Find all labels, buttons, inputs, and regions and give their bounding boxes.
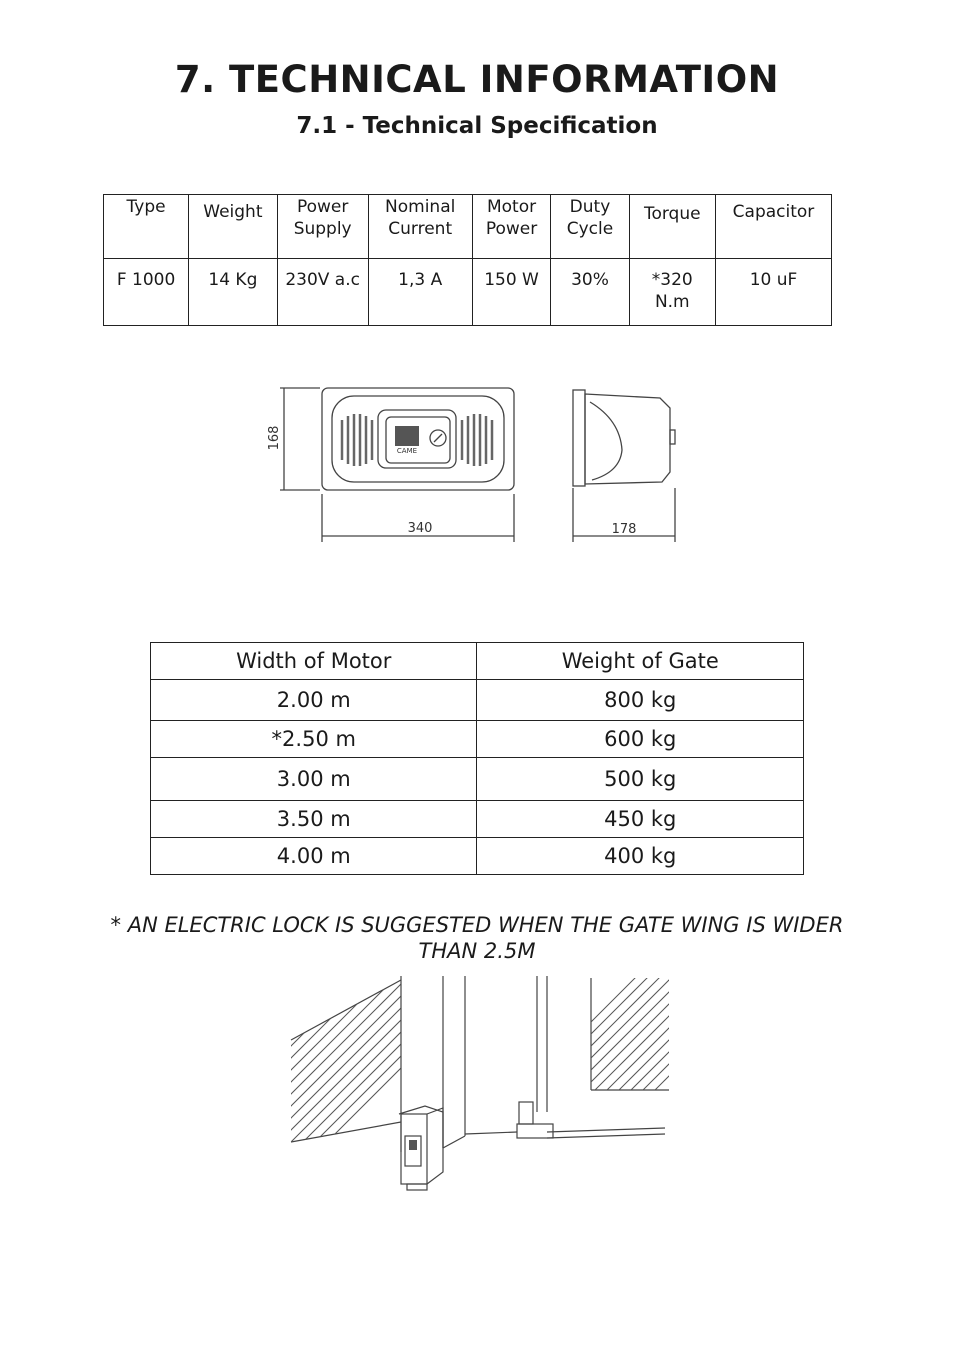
spec-header-text: Current: [388, 219, 453, 239]
spec-header-text: Torque: [643, 204, 701, 224]
table-row: [151, 721, 804, 758]
gate-weight-cell: 450 kg: [477, 801, 804, 838]
section-subtitle: 7.1 - Technical Specification: [296, 113, 658, 139]
gate-weight-table: [150, 642, 804, 875]
dim-width-label: 340: [407, 521, 433, 536]
gate-width-cell: 4.00 m: [151, 838, 477, 875]
spec-value-cell: [368, 259, 472, 326]
gate-weight-cell: 600 kg: [477, 721, 804, 758]
spec-header-text: Capacitor: [732, 202, 815, 222]
gate-weight-cell: 400 kg: [477, 838, 804, 875]
dim-depth-label: 178: [611, 522, 637, 537]
gate-weight-cell: 800 kg: [477, 680, 804, 721]
dim-height-label: 168: [267, 425, 282, 451]
spec-header-text: Power: [485, 219, 538, 239]
drawing-brand-label: CAME: [396, 447, 418, 455]
table-row: [151, 838, 804, 875]
spec-value-text: 150 W: [484, 270, 539, 290]
spec-header-cell: [368, 195, 472, 259]
electric-lock-note: [60, 912, 894, 964]
gate-table-header-cell: Weight of Gate: [477, 643, 804, 680]
spec-value-text: N.m: [654, 292, 690, 312]
spec-value-text: 14 Kg: [208, 270, 258, 290]
gate-width-cell: *2.50 m: [151, 721, 477, 758]
spec-header-row: [104, 195, 832, 259]
spec-value-cell: [277, 259, 368, 326]
spec-header-cell: [472, 195, 551, 259]
spec-header-cell: [277, 195, 368, 259]
spec-header-cell: [551, 195, 629, 259]
gate-table-header-cell: Width of Motor: [151, 643, 477, 680]
spec-value-text: 30%: [571, 270, 609, 290]
spec-value-text: 10 uF: [749, 270, 798, 290]
spec-header-text: Type: [126, 197, 166, 217]
came-logo-icon: [395, 426, 419, 446]
spec-table: [103, 194, 832, 326]
spec-header-text: Supply: [293, 219, 352, 239]
spec-header-cell: [629, 195, 715, 259]
spec-value-cell: [189, 259, 277, 326]
came-logo-icon: [409, 1140, 417, 1150]
spec-header-text: Weight: [203, 202, 263, 222]
spec-header-text: Power: [296, 197, 349, 217]
spec-header-text: Nominal: [385, 197, 456, 217]
gate-weight-cell: 500 kg: [477, 758, 804, 801]
spec-header-text: Duty: [569, 197, 611, 217]
spec-header-cell: [189, 195, 277, 259]
spec-value-text: 230V a.c: [285, 270, 360, 290]
motor-dimension-drawing: [260, 380, 700, 550]
note-line: * AN ELECTRIC LOCK IS SUGGESTED WHEN THE GATE WING IS WIDER: [110, 913, 844, 937]
table-row: [151, 758, 804, 801]
spec-value-cell: [472, 259, 551, 326]
spec-value-text: *320: [651, 270, 693, 290]
gate-table-header-row: [151, 643, 804, 680]
spec-header-text: Cycle: [566, 219, 614, 239]
gate-width-cell: 2.00 m: [151, 680, 477, 721]
spec-value-text: 1,3 A: [398, 270, 443, 290]
page-title: 7. TECHNICAL INFORMATION: [174, 58, 780, 101]
spec-value-cell: [551, 259, 629, 326]
spec-value-cell: [104, 259, 189, 326]
table-row: [151, 680, 804, 721]
installation-illustration: [285, 972, 675, 1192]
spec-value-row: [104, 259, 832, 326]
spec-header-text: Motor: [486, 197, 537, 217]
spec-value-text: F 1000: [116, 270, 176, 290]
gate-width-cell: 3.00 m: [151, 758, 477, 801]
spec-value-cell: [629, 259, 715, 326]
note-line: THAN 2.5M: [418, 939, 536, 963]
spec-header-cell: [104, 195, 189, 259]
table-row: [151, 801, 804, 838]
spec-header-cell: [715, 195, 831, 259]
spec-value-cell: [715, 259, 831, 326]
gate-width-cell: 3.50 m: [151, 801, 477, 838]
